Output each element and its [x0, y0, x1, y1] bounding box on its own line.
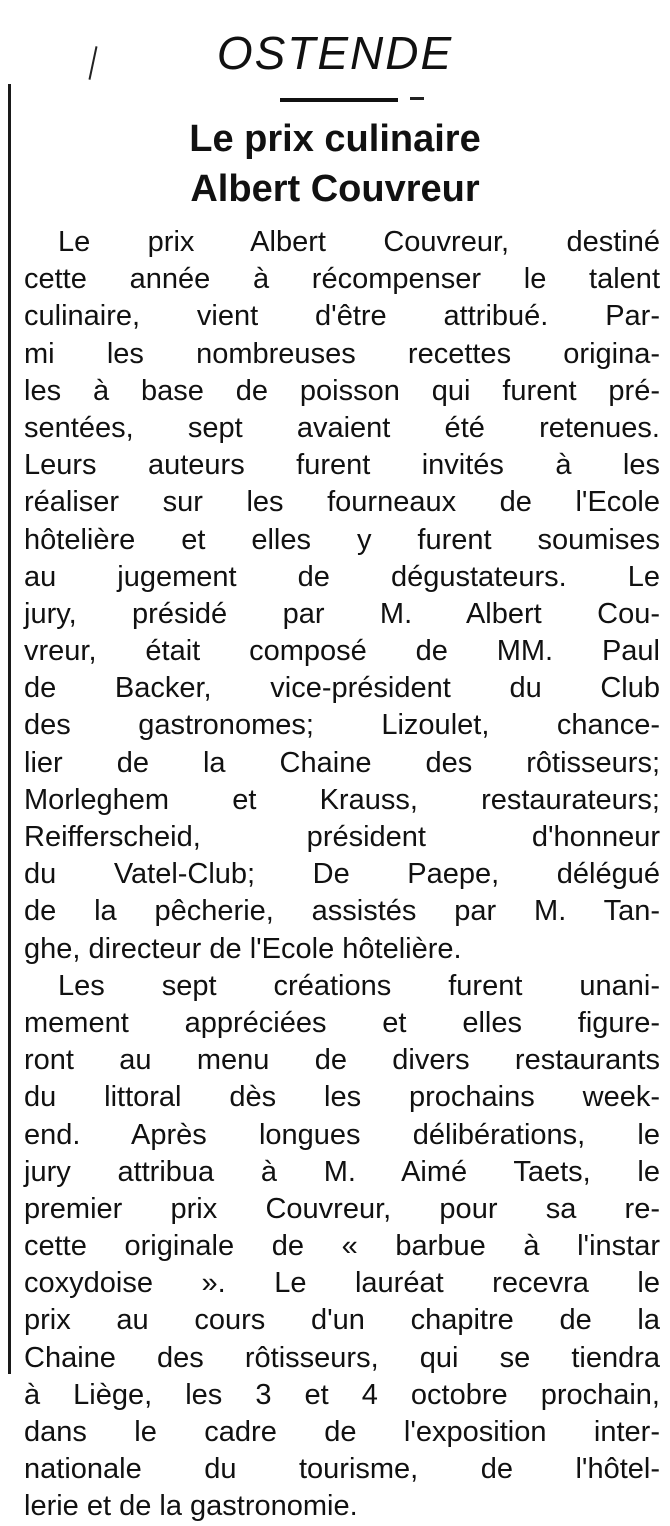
- article-line: nationale du tourisme, de l'hôtel-: [24, 1453, 660, 1486]
- article-line: coxydoise ». Le lauréat recevra le: [24, 1267, 660, 1300]
- headline-line-1: Le prix culinaire: [189, 118, 481, 160]
- article-line: ghe, directeur de l'Ecole hôtelière.: [24, 932, 462, 965]
- article-line: les à base de poisson qui furent pré-: [24, 374, 660, 407]
- article-line: jury attribua à M. Aimé Taets, le: [24, 1155, 660, 1188]
- article-line: prix au cours d'un chapitre de la: [24, 1304, 660, 1337]
- article-line: Leurs auteurs furent invités à les: [24, 449, 660, 482]
- article-line: mi les nombreuses recettes origina-: [24, 337, 660, 370]
- article-line: hôtelière et elles y furent soumises: [24, 523, 660, 556]
- article-line: au jugement de dégustateurs. Le: [24, 560, 660, 593]
- article-line: lier de la Chaine des rôtisseurs;: [24, 746, 660, 779]
- article-line: de Backer, vice-président du Club: [24, 672, 660, 705]
- article-line: Chaine des rôtisseurs, qui se tiendra: [24, 1341, 660, 1374]
- article-line: réaliser sur les fourneaux de l'Ecole: [24, 486, 660, 519]
- article-line: Le prix Albert Couvreur, destiné: [58, 226, 660, 258]
- article-line: des gastronomes; Lizoulet, chance-: [24, 709, 660, 742]
- article-body: [24, 224, 660, 1526]
- article-line: du littoral dès les prochains week-: [24, 1081, 660, 1114]
- article-line: Morleghem et Krauss, restaurateurs;: [24, 783, 660, 816]
- article-line: end. Après longues délibérations, le: [24, 1118, 660, 1151]
- divider-mark: [410, 97, 424, 100]
- article-line: lerie et de la gastronomie.: [24, 1490, 358, 1523]
- article-line: ront au menu de divers restaurants: [24, 1044, 660, 1077]
- article-line: cette année à récompenser le talent: [24, 263, 660, 296]
- article-line: premier prix Couvreur, pour sa re-: [24, 1192, 660, 1225]
- section-heading: OSTENDE: [216, 27, 454, 79]
- article-line: du Vatel-Club; De Paepe, délégué: [24, 858, 660, 891]
- article-line: à Liège, les 3 et 4 octobre prochain,: [24, 1378, 660, 1411]
- column-rule: [8, 84, 11, 1374]
- article-line: sentées, sept avaient été retenues.: [24, 411, 660, 444]
- article-line: cette originale de « barbue à l'instar: [24, 1230, 660, 1263]
- article-line: vreur, était composé de MM. Paul: [24, 635, 660, 668]
- article-line: jury, présidé par M. Albert Cou-: [24, 597, 660, 630]
- heading-divider: [280, 98, 398, 102]
- article-line: Les sept créations furent unani-: [58, 969, 660, 1002]
- article-line: mement appréciées et elles figure-: [24, 1006, 660, 1039]
- article-line: de la pêcherie, assistés par M. Tan-: [24, 895, 660, 928]
- article-line: dans le cadre de l'exposition inter-: [24, 1416, 660, 1448]
- article-line: Reifferscheid, président d'honneur: [24, 821, 660, 853]
- headline-line-2: Albert Couvreur: [190, 168, 480, 210]
- article-line: culinaire, vient d'être attribué. Par-: [24, 300, 660, 333]
